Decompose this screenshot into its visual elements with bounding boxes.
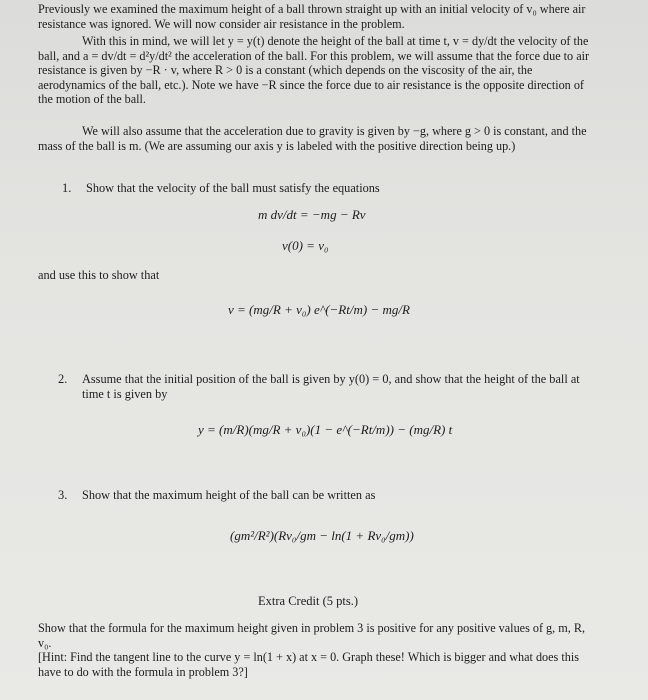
question-1-equation-2: v(0) = v₀ [282, 238, 329, 253]
extra-credit-title: Extra Credit (5 pts.) [258, 594, 358, 608]
question-1-equation-1: m dv/dt = −mg − Rv [258, 207, 366, 222]
extra-credit-hint: [Hint: Find the tangent line to the curve y = ln(1 + x) at x = 0. Graph these! Which is bigger and what does this have to do with the formula in problem 3?] [38, 650, 579, 679]
intro-paragraph-3: We will also assume that the acceleration due to gravity is given by −g, where g > 0 is constant, and the mass of the ball is m. (We are assuming our axis y is labeled with the positive direction being up.) [38, 124, 587, 153]
question-1-equation-3: v = (mg/R + v₀) e^(−Rt/m) − mg/R [228, 302, 410, 317]
extra-credit-text: Show that the formula for the maximum height given in problem 3 is positive for any positive values of g, m, R, v₀. [38, 621, 585, 650]
intro-paragraph-2: With this in mind, we will let y = y(t) denote the height of the ball at time t, v = dy/dt the velocity of the ball, and a = dv/dt = d²y/dt² the acceleration of the ball. For this problem, we will assume that the force due to air resistance is given by −R · v, where R > 0 is a constant (which depends on the viscosity of the air, the aerodynamics of the ball, etc.). Note we have −R since the force due to air resistance is the opposite direction of the motion of the ball. [38, 34, 590, 107]
question-1-use-text: and use this to show that [38, 268, 160, 282]
question-3-text: Show that the maximum height of the ball can be written as [82, 488, 376, 502]
question-1-text: Show that the velocity of the ball must satisfy the equations [86, 181, 380, 195]
question-2-text: Assume that the initial position of the ball is given by y(0) = 0, and show that the height of the ball at time t is given by [82, 372, 580, 401]
question-3-number: 3. [58, 488, 68, 502]
question-1-number: 1. [62, 181, 72, 195]
question-3-equation: (gm²/R²)(Rv₀/gm − ln(1 + Rv₀/gm)) [230, 528, 414, 543]
question-2-number: 2. [58, 372, 68, 386]
intro-paragraph-1: Previously we examined the maximum height of a ball thrown straight up with an initial velocity of v₀ where air resistance was ignored. We will now consider air resistance in the problem. [38, 2, 586, 31]
question-2-equation: y = (m/R)(mg/R + v₀)(1 − e^(−Rt/m)) − (mg/R) t [198, 422, 453, 437]
